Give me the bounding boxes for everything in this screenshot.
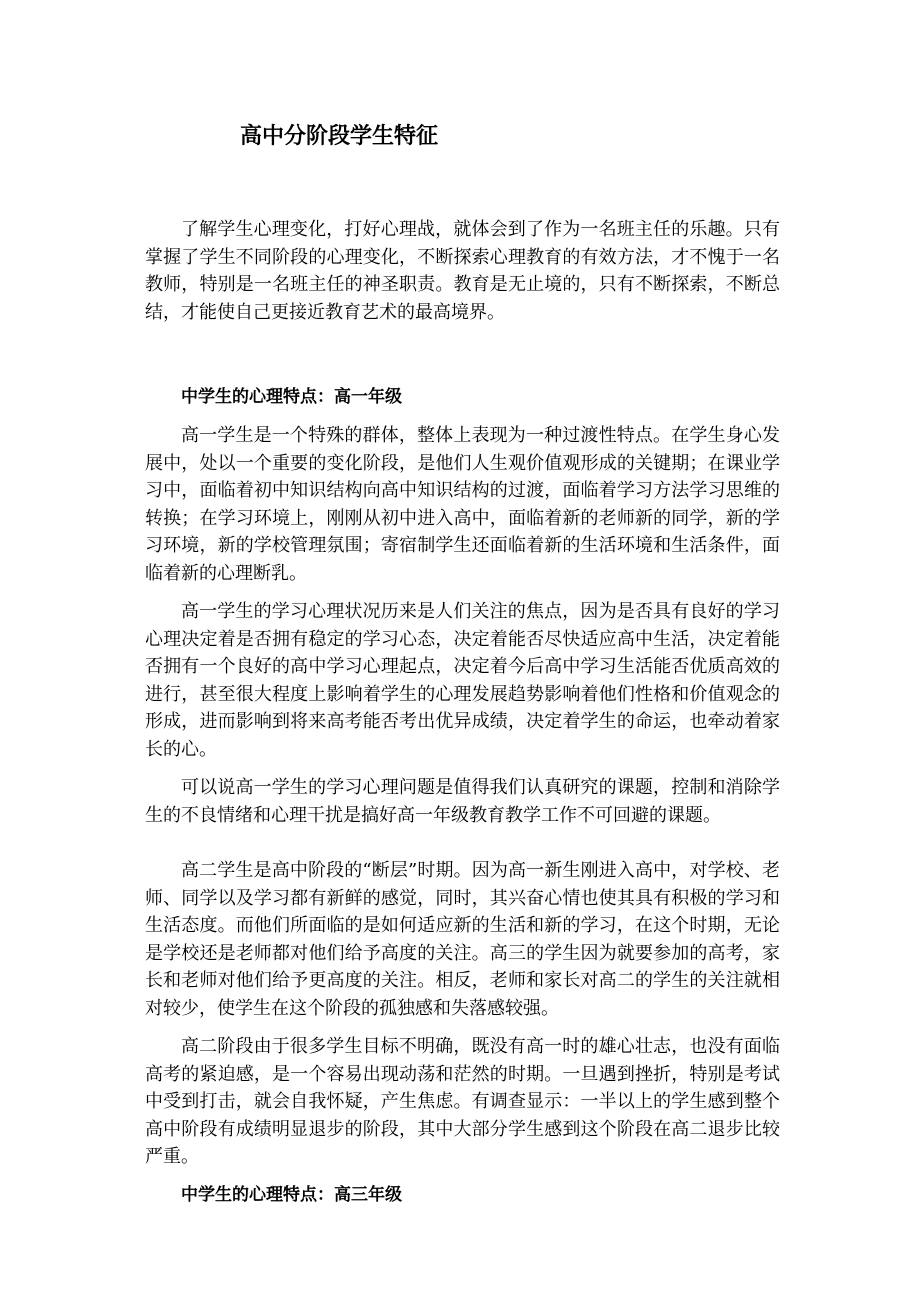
spacer <box>145 587 780 598</box>
grade-one-paragraph-1: 高一学生是一个特殊的群体，整体上表现为一种过渡性特点。在学生身心发展中，处以一个重要的变化阶段，是他们人生观价值观形成的关键期；在课业学习中，面临着初中知识结构向高中知识结构的过渡，面临着学习方法学习思维的转换；在学习环境上，刚刚从初中进入高中，面临着新的老师新的同学，新的学习环境，新的学校管理氛围；寄宿制学生还面临着新的生活环境和生活条件，面临着新的心理断乳。 <box>145 425 780 584</box>
spacer <box>145 763 780 774</box>
spacer <box>145 1022 780 1033</box>
document-body <box>145 216 780 1209</box>
section-heading-grade-one: 中学生的心理特点：高一年级 <box>181 387 402 407</box>
grade-one-paragraph-3: 可以说高一学生的学习心理问题是值得我们认真研究的课题，控制和消除学生的不良情绪和心理干扰是搞好高一年级教育教学工作不可回避的课题。 <box>145 777 780 826</box>
spacer <box>145 829 780 857</box>
document-title: 高中分阶段学生特征 <box>240 124 439 149</box>
intro-paragraph: 了解学生心理变化，打好心理战，就体会到了作为一名班主任的乐趣。只有掌握了学生不同阶段的心理变化，不断探索心理教育的有效方法，才不愧于一名教师，特别是一名班主任的神圣职责。教育是无止境的，只有不断探索，不断总结，才能使自己更接近教育艺术的最高境界。 <box>145 219 780 323</box>
spacer <box>145 411 780 422</box>
grade-one-paragraph-2: 高一学生的学习心理状况历来是人们关注的焦点，因为是否具有良好的学习心理决定着是否拥有稳定的学习心态，决定着能否尽快适应高中生活，决定着能否拥有一个良好的高中学习心理起点，决定着今后高中学习生活能否优质高效的进行，甚至很大程度上影响着学生的心理发展趋势影响着他们性格和价值观念的形成，进而影响到将来高考能否考出优异成绩，决定着学生的命运，也牵动着家长的心。 <box>145 601 780 760</box>
spacer <box>145 1171 780 1182</box>
section-heading-grade-three: 中学生的心理特点：高三年级 <box>181 1184 402 1205</box>
grade-two-paragraph-1: 高二学生是高中阶段的“断层”时期。因为高一新生刚进入高中，对学校、老师、同学以及学习都有新鲜的感觉，同时，其兴奋心情也使其具有积极的学习和生活态度。而他们所面临的是如何适应新的生活和新的学习，在这个时期，无论是学校还是老师都对他们给予高度的关注。高三的学生因为就要参加的高考，家长和老师对他们给予更高度的关注。相反，老师和家长对高二的学生的关注就相对较少，使学生在这个阶段的孤独感和失落感较强。 <box>145 860 780 1019</box>
spacer <box>145 326 780 384</box>
grade-two-paragraph-2: 高二阶段由于很多学生目标不明确，既没有高一时的雄心壮志，也没有面临高考的紧迫感，是一个容易出现动荡和茫然的时期。一旦遇到挫折，特别是考试中受到打击，就会自我怀疑，产生焦虑。有调查显示：一半以上的学生感到整个高中阶段有成绩明显退步的阶段，其中大部分学生感到这个阶段在高二退步比较严重。 <box>145 1036 780 1167</box>
